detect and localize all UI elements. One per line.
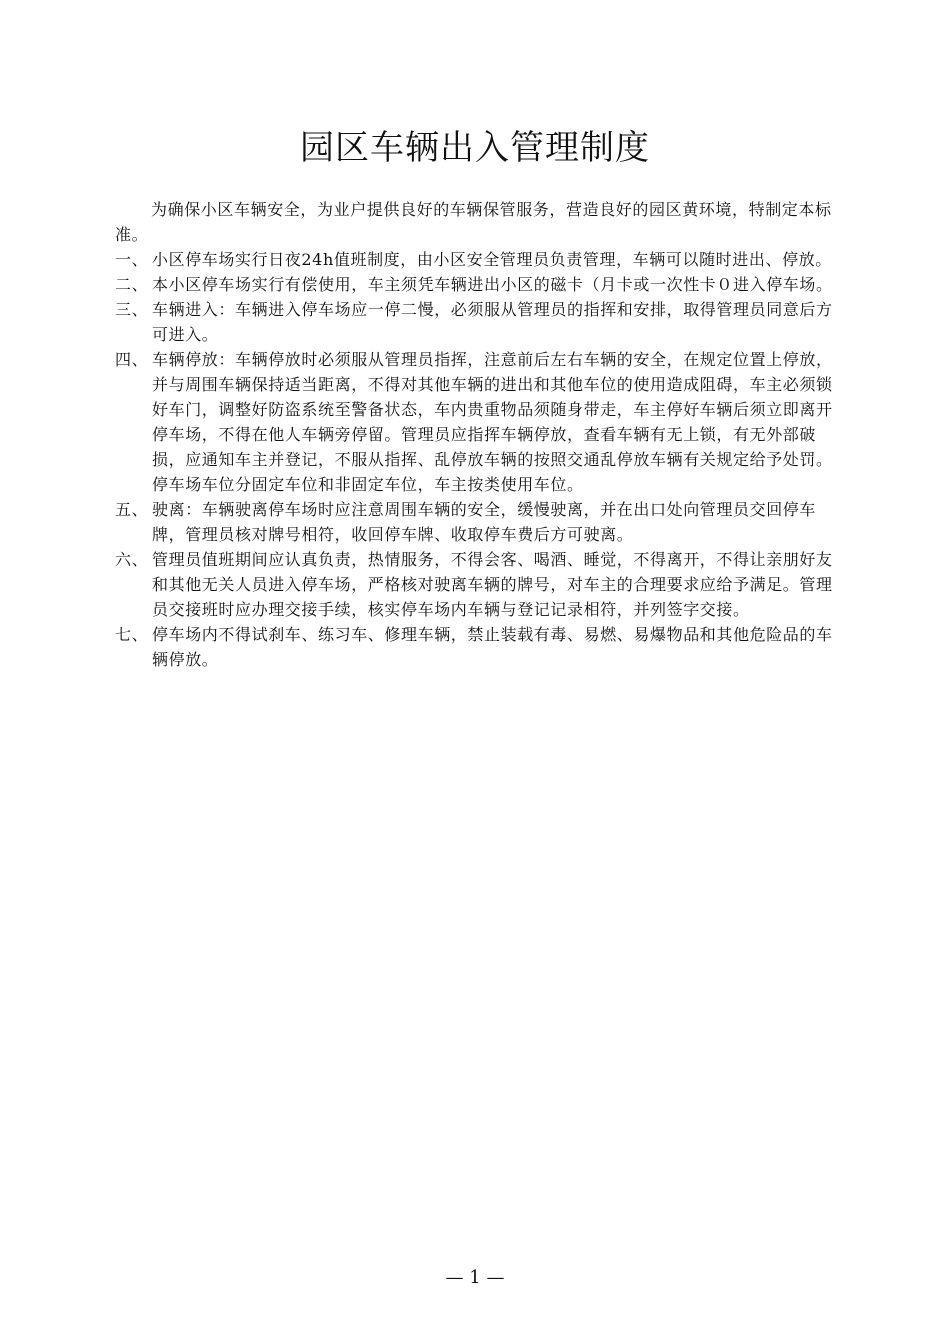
rule-item-2 [115,272,840,297]
rule-number: 三、 [115,300,149,319]
rule-item-4 [115,347,840,497]
document-title: 园区车辆出入管理制度 [300,128,650,168]
intro-paragraph: 为确保小区车辆安全，为业户提供良好的车辆保管服务，营造良好的园区黄环境，特制定本标准。 [115,200,832,244]
rule-item-5 [115,497,840,547]
rule-text: 车辆停放：车辆停放时必须服从管理员指挥，注意前后左右车辆的安全，在规定位置上停放，并与周围车辆保持适当距离，不得对其他车辆的进出和其他车位的使用造成阻碍，车主必须锁好车门，调整好防盗系统至警备状态，车内贵重物品须随身带走，车主停好车辆后须立即离开停车场，不得在他人车辆旁停留。管理员应指挥车辆停放，查看车辆有无上锁，有无外部破损，应通知车主并登记，不服从指挥、乱停放车辆的按照交通乱停放车辆有关规定给予处罚。停车场车位分固定车位和非固定车位，车主按类使用车位。 [152,350,833,494]
rule-item-1 [115,247,840,272]
rule-item-3 [115,297,840,347]
rule-text: 车辆进入：车辆进入停车场应一停二慢，必须服从管理员的指挥和安排，取得管理员同意后方可进入。 [152,300,833,344]
rule-item-6 [115,547,840,622]
rule-number: 五、 [115,500,149,519]
rule-text: 本小区停车场实行有偿使用，车主须凭车辆进出小区的磁卡（月卡或一次性卡０进入停车场。 [152,275,833,294]
rule-text: 驶离：车辆驶离停车场时应注意周围车辆的安全，缓慢驶离，并在出口处向管理员交回停车牌，管理员核对牌号相符，收回停车牌、收取停车费后方可驶离。 [152,500,817,544]
rule-number: 一、 [115,250,149,269]
rule-number: 四、 [115,350,149,369]
rule-text: 管理员值班期间应认真负责，热情服务，不得会客、喝酒、睡觉，不得离开，不得让亲朋好友和其他无关人员进入停车场，严格核对驶离车辆的牌号，对车主的合理要求应给予满足。管理员交接班时应办理交接手续，核实停车场内车辆与登记记录相符，并列签字交接。 [152,550,833,619]
document-body [115,197,840,672]
page-number: — 1 — [445,1267,505,1288]
rule-text: 停车场内不得试刹车、练习车、修理车辆，禁止装载有毒、易燃、易爆物品和其他危险品的车辆停放。 [152,625,833,669]
rule-number: 六、 [115,550,149,569]
rule-number: 七、 [115,625,149,644]
rule-item-7 [115,622,840,672]
rule-text: 小区停车场实行日夜24h值班制度，由小区安全管理员负责管理，车辆可以随时进出、停放。 [152,250,832,269]
rule-number: 二、 [115,275,149,294]
